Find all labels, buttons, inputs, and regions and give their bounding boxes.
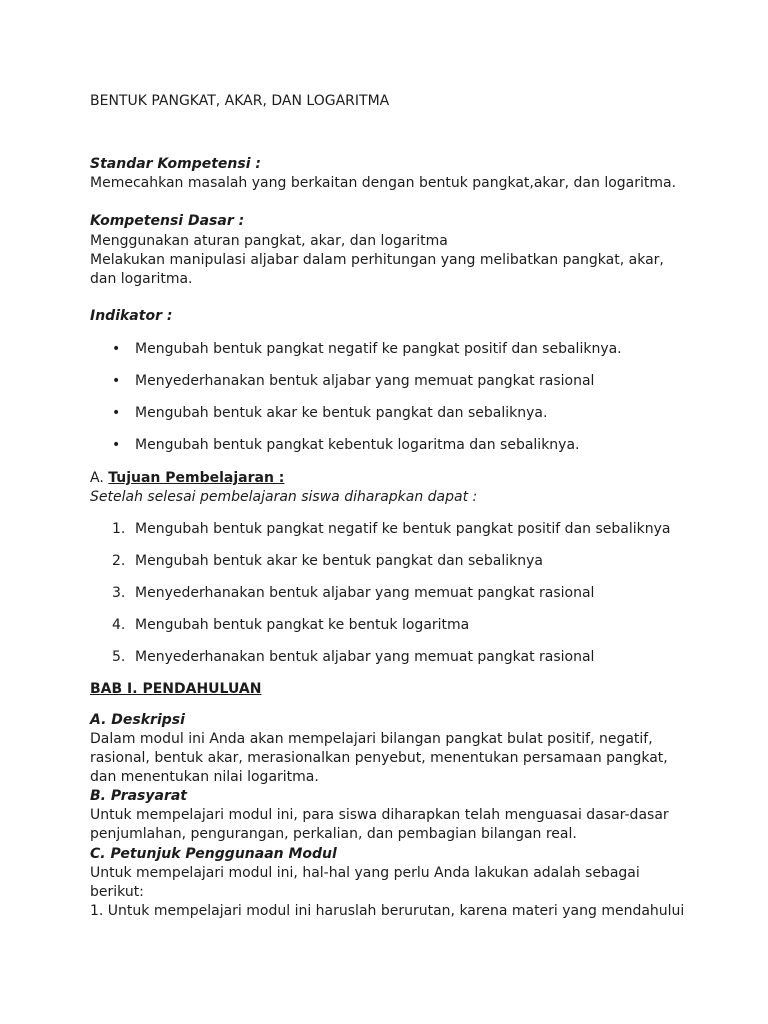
list-item-text: Mengubah bentuk pangkat negatif ke pangkat positif dan sebaliknya.: [135, 341, 622, 357]
list-item-number: 1.: [112, 521, 126, 537]
prasyarat-heading: B. Prasyarat: [90, 788, 187, 804]
petunjuk-text: [90, 864, 690, 921]
list-item: [90, 584, 730, 616]
deskripsi-heading: A. Deskripsi: [90, 712, 185, 728]
tujuan-list: [90, 520, 730, 680]
list-item-text: Mengubah bentuk pangkat kebentuk logaritma dan sebaliknya.: [135, 437, 580, 453]
paragraph-line: rasional, bentuk akar, merasionalkan penyebut, menentukan persamaan pangkat,: [90, 750, 668, 766]
list-item-number: 5.: [112, 649, 126, 665]
bullet-icon: •: [112, 437, 121, 453]
list-item-text: Mengubah bentuk akar ke bentuk pangkat dan sebaliknya: [135, 553, 543, 569]
list-item-number: 4.: [112, 617, 126, 633]
bullet-icon: •: [112, 341, 121, 357]
list-item-text: Menyederhanakan bentuk aljabar yang memuat pangkat rasional: [135, 373, 595, 389]
list-item: [90, 436, 730, 468]
list-item: [90, 616, 730, 648]
list-item: [90, 372, 730, 404]
list-item-text: Mengubah bentuk akar ke bentuk pangkat dan sebaliknya.: [135, 405, 548, 421]
list-item: [90, 340, 730, 372]
list-item-number: 3.: [112, 585, 126, 601]
petunjuk-heading: C. Petunjuk Penggunaan Modul: [90, 846, 337, 862]
kompetensi-line: dan logaritma.: [90, 271, 193, 287]
list-item-number: 2.: [112, 553, 126, 569]
paragraph-line: Untuk mempelajari modul ini, hal-hal yang perlu Anda lakukan adalah sebagai: [90, 865, 640, 881]
tujuan-intro: Setelah selesai pembelajaran siswa diharapkan dapat :: [90, 489, 478, 505]
list-item-text: Mengubah bentuk pangkat negatif ke bentuk pangkat positif dan sebaliknya: [135, 521, 671, 537]
paragraph-line: penjumlahan, pengurangan, perkalian, dan pembagian bilangan real.: [90, 826, 577, 842]
list-item: [90, 404, 730, 436]
kompetensi-dasar-heading: Kompetensi Dasar :: [90, 213, 245, 229]
list-item-text: Menyederhanakan bentuk aljabar yang memuat pangkat rasional: [135, 649, 595, 665]
deskripsi-text: [90, 730, 690, 787]
kompetensi-line: Melakukan manipulasi aljabar dalam perhitungan yang melibatkan pangkat, akar,: [90, 252, 664, 268]
bab-heading: BAB I. PENDAHULUAN: [90, 681, 262, 697]
bullet-icon: •: [112, 405, 121, 421]
paragraph-line: 1. Untuk mempelajari modul ini haruslah berurutan, karena materi yang mendahului: [90, 903, 685, 919]
standar-kompetensi-heading: Standar Kompetensi :: [90, 156, 262, 172]
indikator-list: [90, 340, 730, 468]
indikator-heading: Indikator :: [90, 308, 173, 324]
document-title: BENTUK PANGKAT, AKAR, DAN LOGARITMA: [90, 93, 390, 109]
tujuan-heading: [90, 469, 690, 488]
paragraph-line: Untuk mempelajari modul ini, para siswa diharapkan telah menguasai dasar-dasar: [90, 807, 669, 823]
list-item: [90, 520, 730, 552]
kompetensi-line: Menggunakan aturan pangkat, akar, dan logaritma: [90, 233, 448, 249]
prasyarat-text: [90, 806, 690, 844]
tujuan-title: Tujuan Pembelajaran :: [108, 470, 285, 486]
bullet-icon: •: [112, 373, 121, 389]
list-item-text: Menyederhanakan bentuk aljabar yang memuat pangkat rasional: [135, 585, 595, 601]
list-item-text: Mengubah bentuk pangkat ke bentuk logaritma: [135, 617, 470, 633]
paragraph-line: dan menentukan nilai logaritma.: [90, 769, 319, 785]
list-item: [90, 552, 730, 584]
paragraph-line: berikut:: [90, 884, 144, 900]
standar-kompetensi-text: Memecahkan masalah yang berkaitan dengan bentuk pangkat,akar, dan logaritma.: [90, 175, 677, 191]
list-item: [90, 648, 730, 680]
tujuan-prefix: A.: [90, 470, 104, 486]
paragraph-line: Dalam modul ini Anda akan mempelajari bilangan pangkat bulat positif, negatif,: [90, 731, 653, 747]
kompetensi-dasar-text: [90, 232, 690, 289]
